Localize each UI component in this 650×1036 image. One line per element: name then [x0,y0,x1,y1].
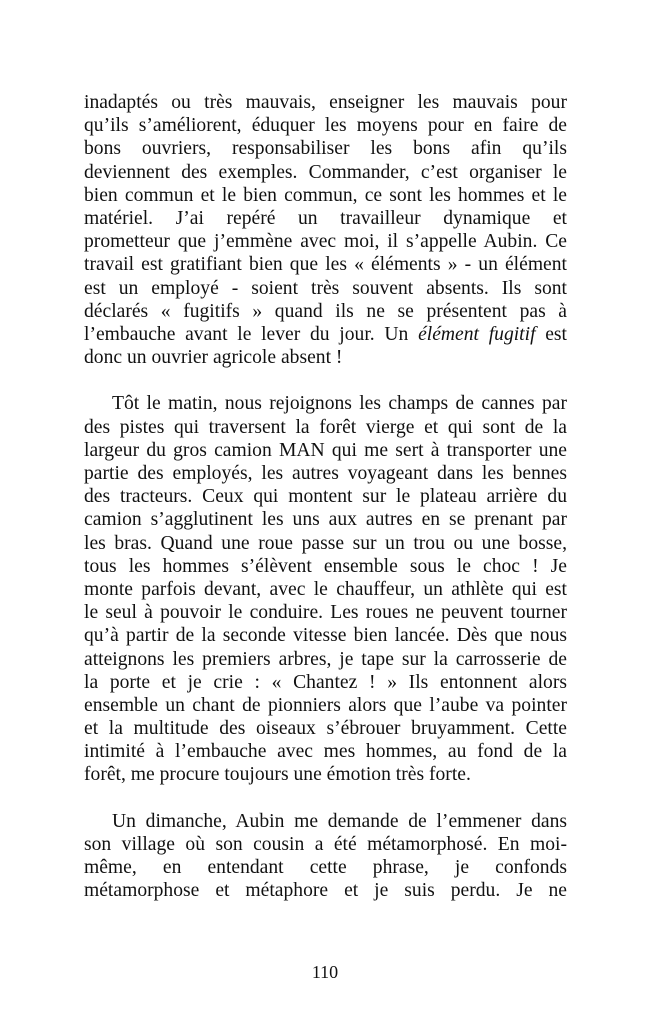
text-line: bons ouvriers, responsabiliser les bons afin qu’ils [84,138,567,160]
text-line: et la multitude des oiseaux s’ébrouer bruyamment. Cette [84,718,567,740]
text-line: intimité à l’embauche avec mes hommes, au fond de la [84,741,567,763]
text-run: est [535,323,567,345]
text-line: largeur du gros camion MAN qui me sert à transporter une [84,439,567,461]
text-line: les bras. Quand une roue passe sur un trou ou une bosse, [84,532,567,554]
body-text [84,91,567,903]
text-line: donc un ouvrier agricole absent ! [84,347,343,369]
text-line: camion s’agglutinent les uns aux autres en se prenant par [84,509,567,531]
text-line: Un dimanche, Aubin me demande de l’emmener dans [112,810,567,832]
text-line: son village où son cousin a été métamorphosé. En moi- [84,834,567,855]
text-line: même, en entendant cette phrase, je confonds [84,857,567,879]
text-line: métamorphose et métaphore et je suis perdu. Je ne [84,880,567,902]
text-line: qu’à partir de la seconde vitesse bien lancée. Dès que nous [84,625,567,647]
text-line: bien commun et le bien commun, ce sont les hommes et le [84,184,567,206]
text-line: la porte et je crie : « Chantez ! » Ils entonnent alors [84,671,567,693]
paragraph-gap [84,787,567,810]
text-line: deviennent des exemples. Commander, c’est organiser le [84,161,567,183]
text-line: forêt, me procure toujours une émotion très forte. [84,764,471,786]
text-line: travail est gratifiant bien que les « éléments » - un élément [84,254,567,276]
italic-term: élément fugitif [418,323,536,345]
text-line: déclarés « fugitifs » quand ils ne se présentent pas à [84,300,567,322]
text-line: matériel. J’ai repéré un travailleur dynamique et [84,207,567,229]
text-line: prometteur que j’emmène avec moi, il s’appelle Aubin. Ce [84,231,567,253]
text-line: des tracteurs. Ceux qui montent sur le plateau arrière du [84,486,567,508]
text-line: inadaptés ou très mauvais, enseigner les mauvais pour [84,92,567,113]
text-line: qu’ils s’améliorent, éduquer les moyens pour en faire de [84,115,567,137]
text-line-with-italic [84,323,567,346]
text-line: des pistes qui traversent la forêt vierge et qui sont de la [84,416,567,438]
text-line: ensemble un chant de pionniers alors que l’aube va pointer [84,694,567,716]
text-line: monte parfois devant, avec le chauffeur, un athlète qui est [84,578,567,600]
paragraph-gap [84,369,567,392]
text-run: l’embauche avant le lever du jour. Un [84,323,419,345]
text-line: tous les hommes s’élèvent ensemble sous le choc ! Je [84,555,567,577]
text-line: est un employé - soient très souvent absents. Ils sont [84,277,567,299]
text-line: atteignons les premiers arbres, je tape sur la carrosserie de [84,648,567,670]
page-number: 110 [311,962,339,982]
text-line: le seul à pouvoir le conduire. Les roues ne peuvent tourner [84,602,567,624]
text-line: Tôt le matin, nous rejoignons les champs de cannes par [112,393,567,415]
text-line: partie des employés, les autres voyageant dans les bennes [84,463,567,484]
